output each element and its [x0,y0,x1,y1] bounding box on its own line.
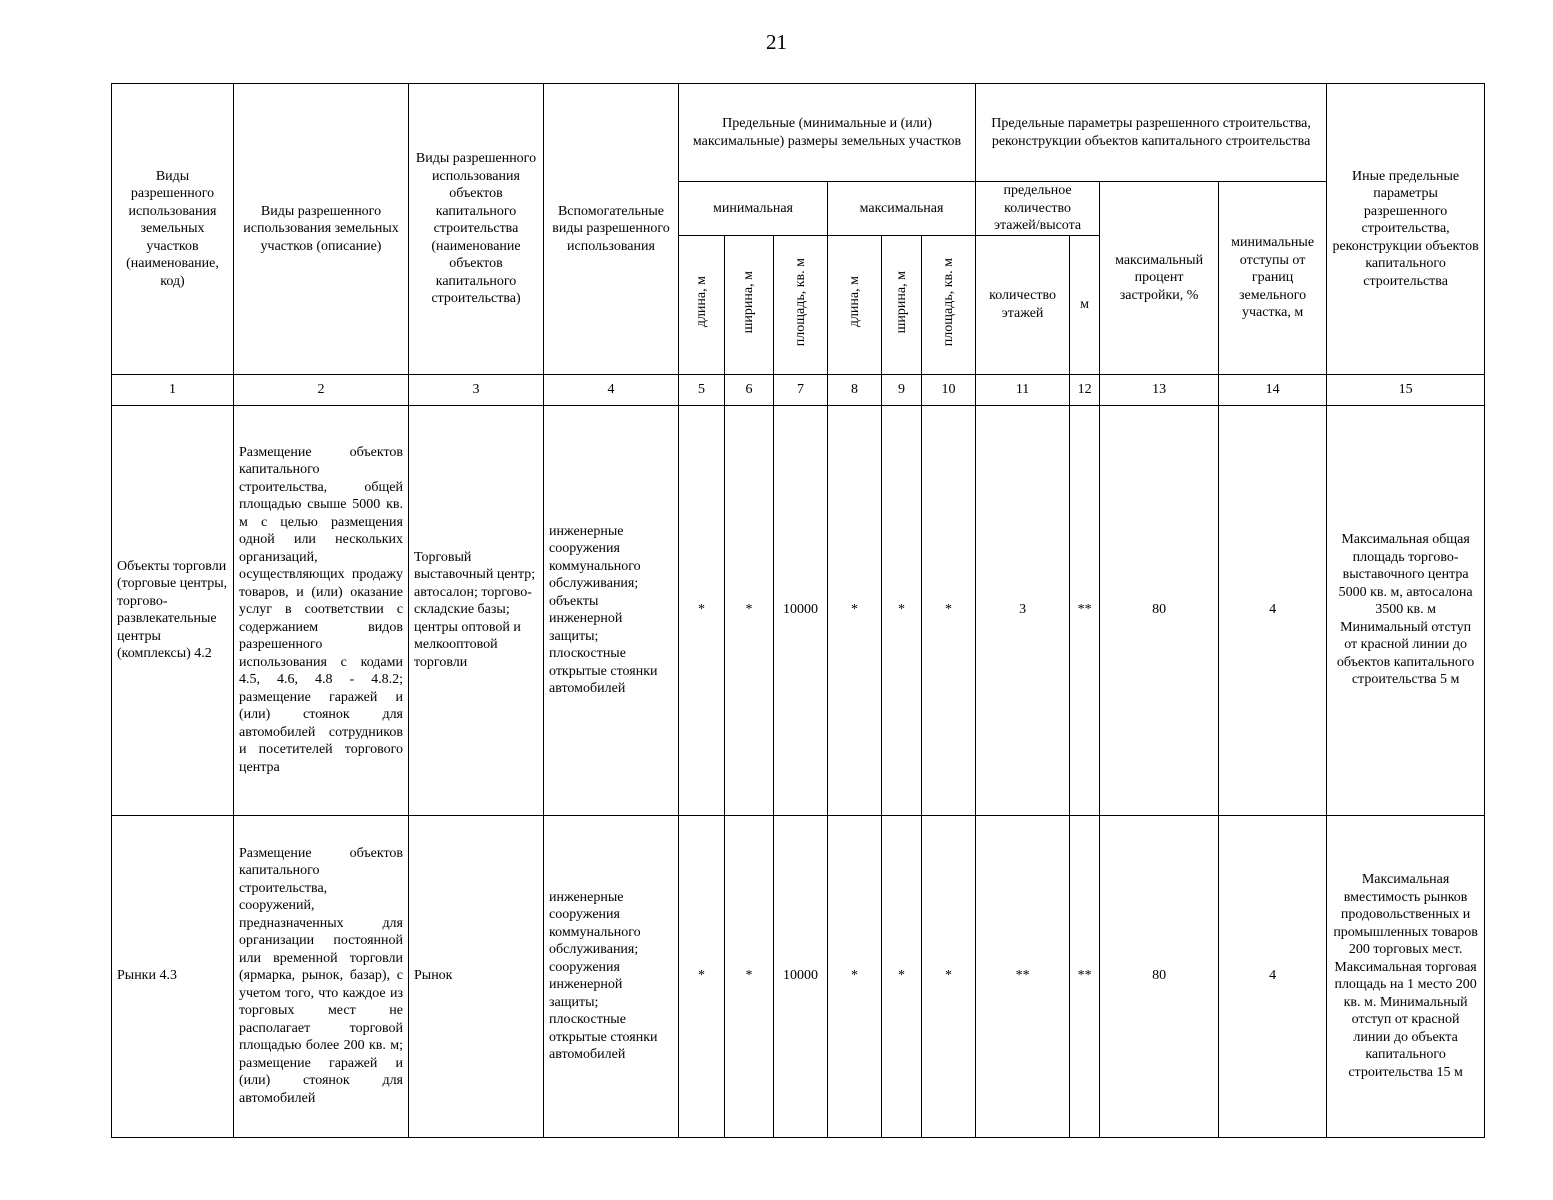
column-number: 14 [1219,374,1327,405]
page-number: 21 [766,30,787,54]
header-max-area: площадь, кв. м [922,235,976,374]
max-length-value: * [828,405,882,815]
setback-value: 4 [1219,815,1327,1137]
land-use-description: Размещение объектов капитального строительства, сооружений, предназначенных для организации постоянной или временной торговли (ярмарка, рынок, базар), с учетом того, что каждое из торговых мест не располагает торговой площадью более 200 кв. м; размещение гаражей и (или) стоянок для автомобилей [234,815,409,1137]
header-auxiliary-uses: Вспомогательные виды разрешенного использования [544,84,679,375]
max-area-value: * [922,405,976,815]
column-number: 8 [828,374,882,405]
other-params-value: Максимальная общая площадь торгово-выставочного центра 5000 кв. м, автосалона 3500 кв. м Минимальный отступ от красной линии до объектов капитального строительства 5 м [1327,405,1485,815]
column-number: 10 [922,374,976,405]
setback-value: 4 [1219,405,1327,815]
land-use-name: Объекты торговли (торговые центры, торгово-развлекательные центры (комплексы) 4.2 [112,405,234,815]
column-number: 11 [976,374,1070,405]
column-number: 2 [234,374,409,405]
construction-objects: Рынок [409,815,544,1137]
land-use-description: Размещение объектов капитального строительства, общей площадью свыше 5000 кв. м с целью размещения одной или нескольких организаций, осуществляющих продажу товаров, и (или) оказание услуг в соответствии с содержанием видов разрешенного использования с кодами 4.5, 4.6, 4.8 - 4.8.2; размещение гаражей и (или) стоянок для автомобилей сотрудников и посетителей торгового центра [234,405,409,815]
height-value: ** [1070,815,1100,1137]
header-floors-count: количество этажей [976,235,1070,374]
column-number: 4 [544,374,679,405]
column-number: 13 [1100,374,1219,405]
header-max-building-percent: максимальный процент застройки, % [1100,182,1219,375]
column-number: 12 [1070,374,1100,405]
column-number: 1 [112,374,234,405]
header-construction-objects: Виды разрешенного использования объектов капитального строительства (наименование объектов капитального строительства) [409,84,544,375]
header-min-setbacks: минимальные отступы от границ земельного участка, м [1219,182,1327,375]
min-area-value: 10000 [774,815,828,1137]
header-plot-size-limits: Предельные (минимальные и (или) максимальные) размеры земельных участков [679,84,976,182]
header-other-params: Иные предельные параметры разрешенного строительства, реконструкции объектов капитального строительства [1327,84,1485,375]
header-land-use-description: Виды разрешенного использования земельных участков (описание) [234,84,409,375]
header-maximal: максимальная [828,182,976,236]
header-floors-height: предельное количество этажей/высота [976,182,1100,236]
table-row [112,405,1485,815]
land-use-name: Рынки 4.3 [112,815,234,1137]
header-max-width: ширина, м [882,235,922,374]
min-length-value: * [679,815,725,1137]
max-area-value: * [922,815,976,1137]
header-min-area: площадь, кв. м [774,235,828,374]
max-width-value: * [882,405,922,815]
header-max-length: длина, м [828,235,882,374]
header-construction-params: Предельные параметры разрешенного строительства, реконструкции объектов капитального строительства [976,84,1327,182]
header-land-use-name: Виды разрешенного использования земельных участков (наименование, код) [112,84,234,375]
column-number: 9 [882,374,922,405]
min-area-value: 10000 [774,405,828,815]
header-min-length: длина, м [679,235,725,374]
min-width-value: * [725,815,774,1137]
construction-objects: Торговый выставочный центр; автосалон; торгово-складские базы; центры оптовой и мелкооптовой торговли [409,405,544,815]
height-value: ** [1070,405,1100,815]
header-height-meters: м [1070,235,1100,374]
column-number: 3 [409,374,544,405]
max-length-value: * [828,815,882,1137]
column-number: 6 [725,374,774,405]
auxiliary-uses: инженерные сооружения коммунального обслуживания; объекты инженерной защиты; плоскостные открытые стоянки автомобилей [544,405,679,815]
building-percent-value: 80 [1100,405,1219,815]
header-min-width: ширина, м [725,235,774,374]
table-row [112,815,1485,1137]
min-length-value: * [679,405,725,815]
auxiliary-uses: инженерные сооружения коммунального обслуживания; сооружения инженерной защиты; плоскостные открытые стоянки автомобилей [544,815,679,1137]
building-percent-value: 80 [1100,815,1219,1137]
floors-value: ** [976,815,1070,1137]
header-minimal: минимальная [679,182,828,236]
column-number: 7 [774,374,828,405]
column-numbers-row [112,374,1485,405]
column-number: 15 [1327,374,1485,405]
max-width-value: * [882,815,922,1137]
land-use-regulations-table [111,83,1485,1138]
floors-value: 3 [976,405,1070,815]
min-width-value: * [725,405,774,815]
other-params-value: Максимальная вместимость рынков продовольственных и промышленных товаров 200 торговых мест. Максимальная торговая площадь на 1 место 200 кв. м. Минимальный отступ от красной линии до объекта капитального строительства 15 м [1327,815,1485,1137]
column-number: 5 [679,374,725,405]
